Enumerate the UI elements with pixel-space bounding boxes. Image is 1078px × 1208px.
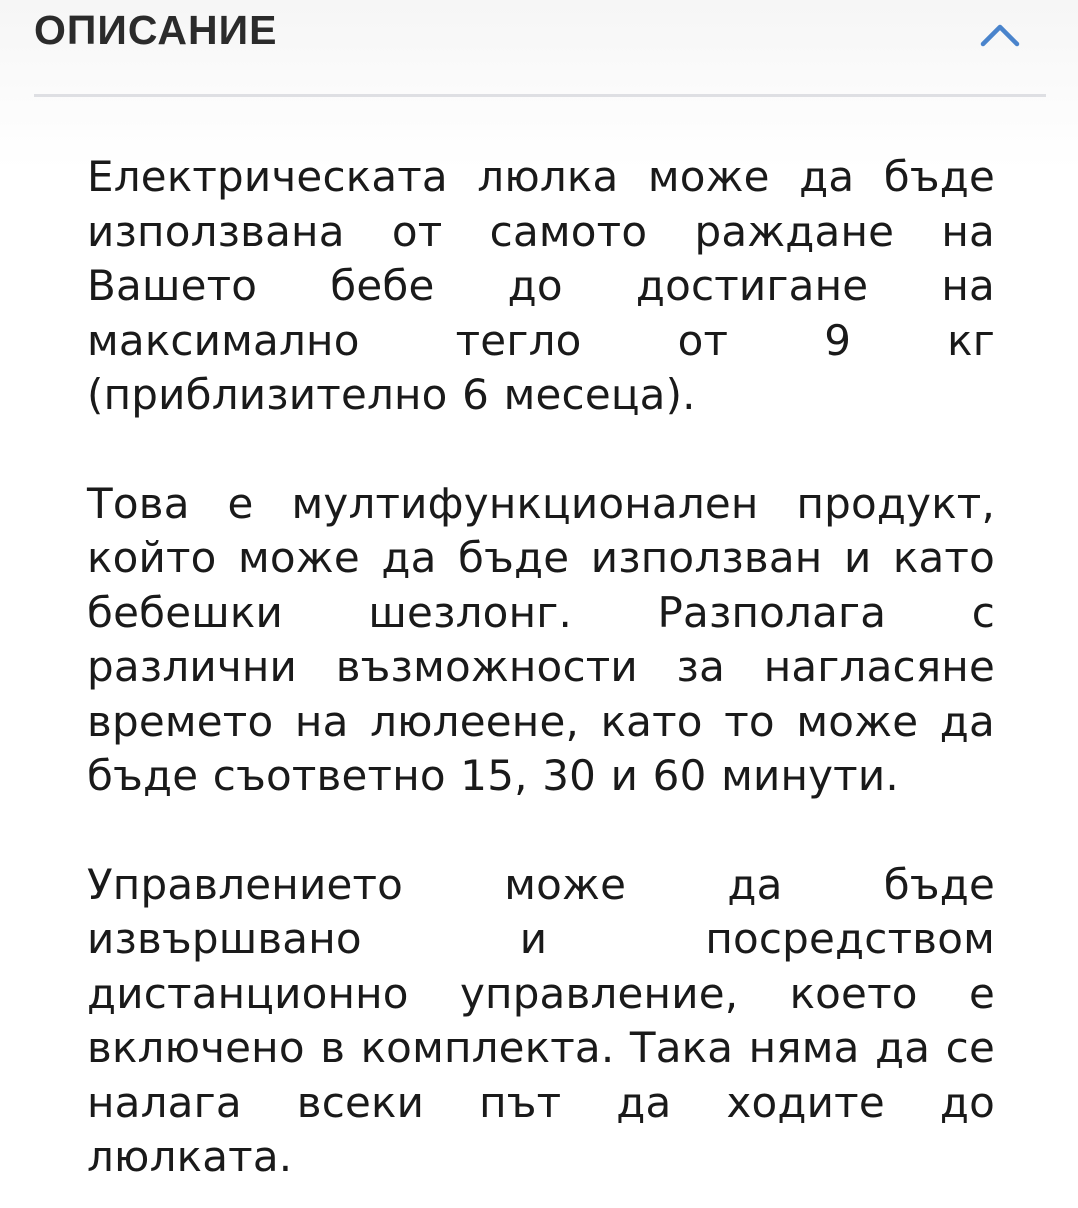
description-section-header[interactable]: [0, 0, 1078, 96]
description-paragraph: Електрическата люлка може да бъде използвана от самото раждане на Вашето бебе до достигане на максимално тегло от 9 кг (приблизително 6 месеца).: [87, 152, 995, 419]
description-paragraph: Това е мултифункционален продукт, който може да бъде използван и като бебешки шезлонг. Разполага с различни възможности за нагласяне времето на люлеене, като то може да бъде съответно 15, 30 и 60 минути.: [87, 478, 995, 800]
description-body: [87, 150, 995, 1185]
section-divider: [34, 94, 1046, 97]
section-title: ОПИСАНИЕ: [34, 7, 278, 53]
collapse-toggle-button[interactable]: [974, 14, 1026, 54]
chevron-up-icon: [974, 14, 1026, 54]
description-paragraph: Управлението може да бъде извършвано и посредством дистанционно управление, което е включено в комплекта. Така няма да се налага всеки път да ходите до люлката.: [87, 859, 995, 1181]
